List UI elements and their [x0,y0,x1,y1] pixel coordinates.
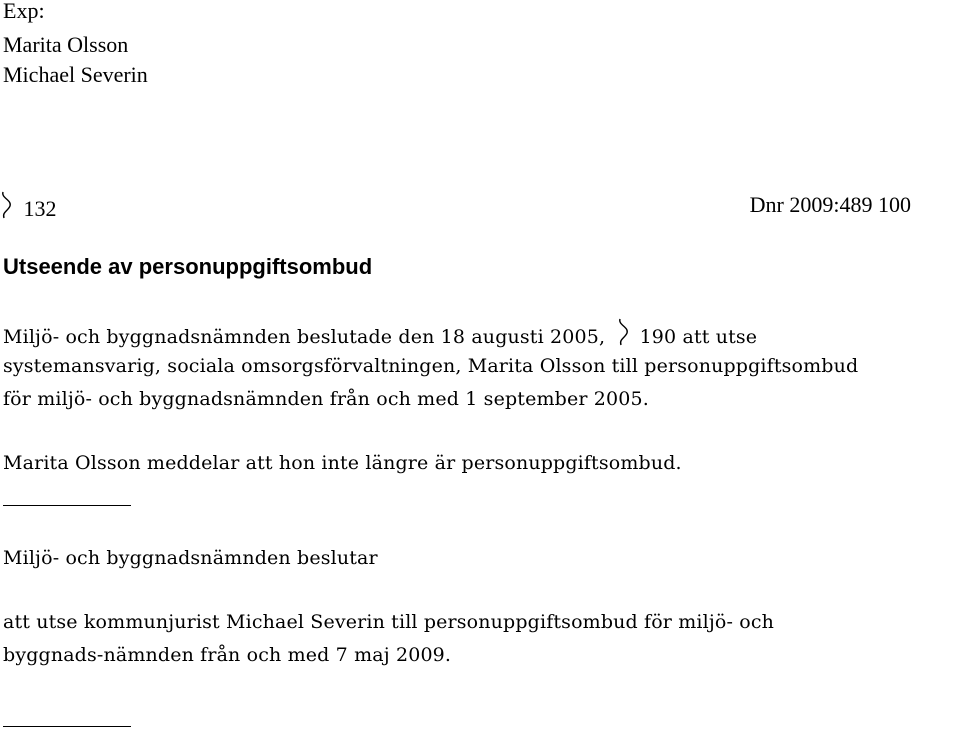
exp-name-1: Marita Olsson [3,32,129,57]
paragraph-number: 132 [23,196,57,221]
paragraph-number-line [0,190,57,224]
background-line-1a: Miljö- och byggnadsnämnden beslutade den 18 augusti 2005, [3,326,606,348]
background-line-1b: 190 att utse [639,326,758,348]
decision-line-1: att utse kommunjurist Michael Severin till personuppgiftsombud för miljö- och [3,611,775,633]
dnr-reference: Dnr 2009:489 100 [749,192,911,217]
document-title: Utseende av personuppgiftsombud [3,254,373,279]
background-line-1 [3,317,757,354]
background-line-2: systemansvarig, sociala omsorgsförvaltningen, Marita Olsson till personuppgiftsombud [3,355,859,377]
decision-line-2: byggnads-nämnden från och med 7 maj 2009. [3,644,452,666]
statement-text: Marita Olsson meddelar att hon inte längre är personuppgiftsombud. [3,452,682,474]
separator-rule [3,505,131,506]
section-sign-icon [0,190,14,220]
exp-label: Exp: [3,0,45,23]
background-line-3: för miljö- och byggnadsnämnden från och med 1 september 2005. [3,388,649,410]
bottom-separator-rule [3,726,131,727]
decision-intro: Miljö- och byggnadsnämnden beslutar [3,547,378,569]
exp-name-2: Michael Severin [3,62,148,87]
section-sign-icon [617,317,631,347]
